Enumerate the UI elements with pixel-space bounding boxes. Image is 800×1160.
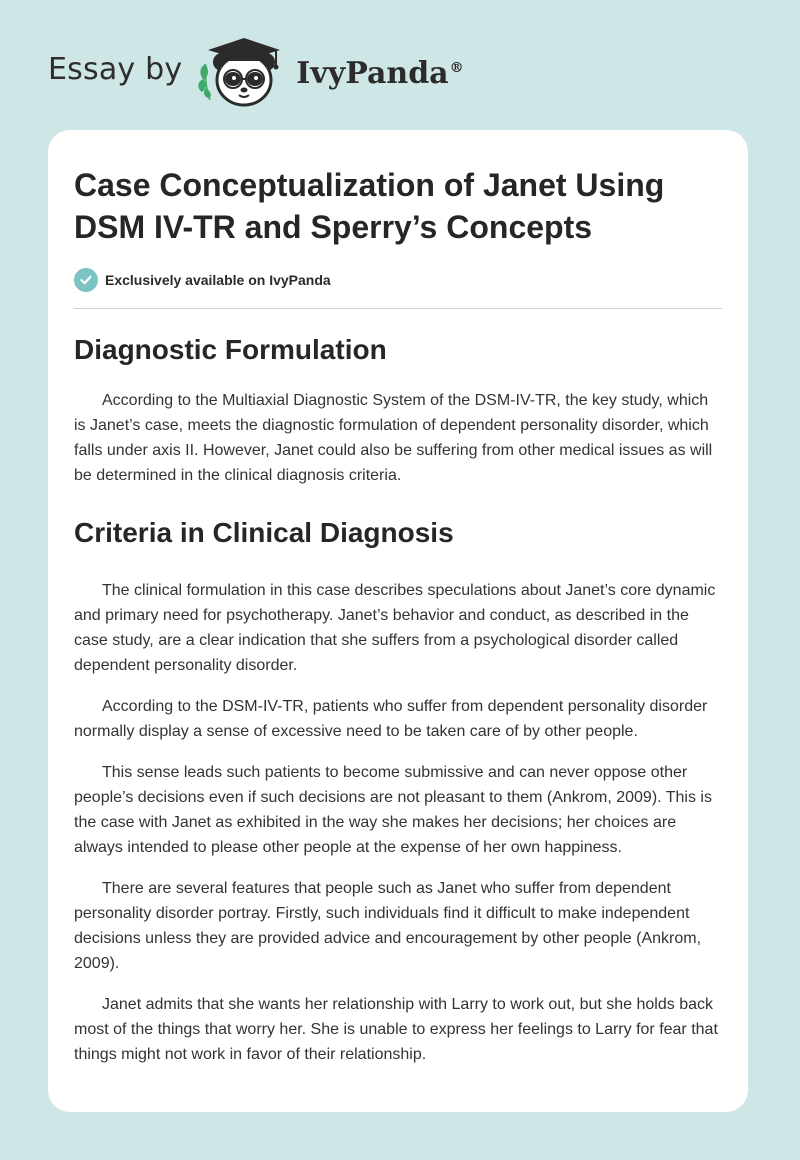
title-divider xyxy=(74,308,722,309)
article-card xyxy=(48,130,748,1112)
panda-logo-icon[interactable] xyxy=(196,34,288,110)
paragraph: According to the Multiaxial Diagnostic System of the DSM-IV-TR, the key study, which is Janet’s case, meets the diagnostic formulation of dependent personality disorder, which falls under axis II. However, Janet could also be suffering from other medical issues as will be determined in the clinical diagnosis criteria. xyxy=(74,392,713,484)
essay-by-label: Essay by xyxy=(48,51,183,87)
brand-name-text: IvyPanda xyxy=(296,55,449,91)
exclusive-label: Exclusively available on IvyPanda xyxy=(105,272,331,288)
section-heading-criteria: Criteria in Clinical Diagnosis xyxy=(74,517,454,548)
paragraph: The clinical formulation in this case describes speculations about Janet’s core dynamic and primary need for psychotherapy. Janet’s behavior and conduct, as described in the case study, are a clear indication that she suffers from a psychological disorder called dependent personality disorder. xyxy=(74,582,716,674)
registered-mark: ® xyxy=(449,59,464,76)
paragraph: This sense leads such patients to become submissive and can never oppose other people’s decisions even if such decisions are not pleasant to them (Ankrom, 2009). This is the case with Janet as exhibited in the way she makes her decisions; her choices are always intended to please other people at the expense of her own happiness. xyxy=(74,764,712,856)
section-heading-diagnostic-formulation: Diagnostic Formulation xyxy=(74,334,387,365)
paragraph: According to the DSM-IV-TR, patients who suffer from dependent personality disorder normally display a sense of excessive need to be taken care of by other people. xyxy=(74,698,708,740)
article-title: Case Conceptualization of Janet Using DSM IV-TR and Sperry’s Concepts xyxy=(74,167,665,245)
paragraph: There are several features that people such as Janet who suffer from dependent personality disorder portray. Firstly, such individuals find it difficult to make independent decisions unless they are provided advice and encouragement by other people (Ankrom, 2009). xyxy=(74,880,702,972)
site-header xyxy=(48,34,548,110)
paragraph: Janet admits that she wants her relationship with Larry to work out, but she holds back most of the things that worry her. She is unable to express her feelings to Larry for fear that things might not work in favor of their relationship. xyxy=(74,996,718,1063)
exclusive-badge xyxy=(74,268,722,292)
brand-name[interactable] xyxy=(296,56,463,91)
check-icon xyxy=(74,268,98,292)
